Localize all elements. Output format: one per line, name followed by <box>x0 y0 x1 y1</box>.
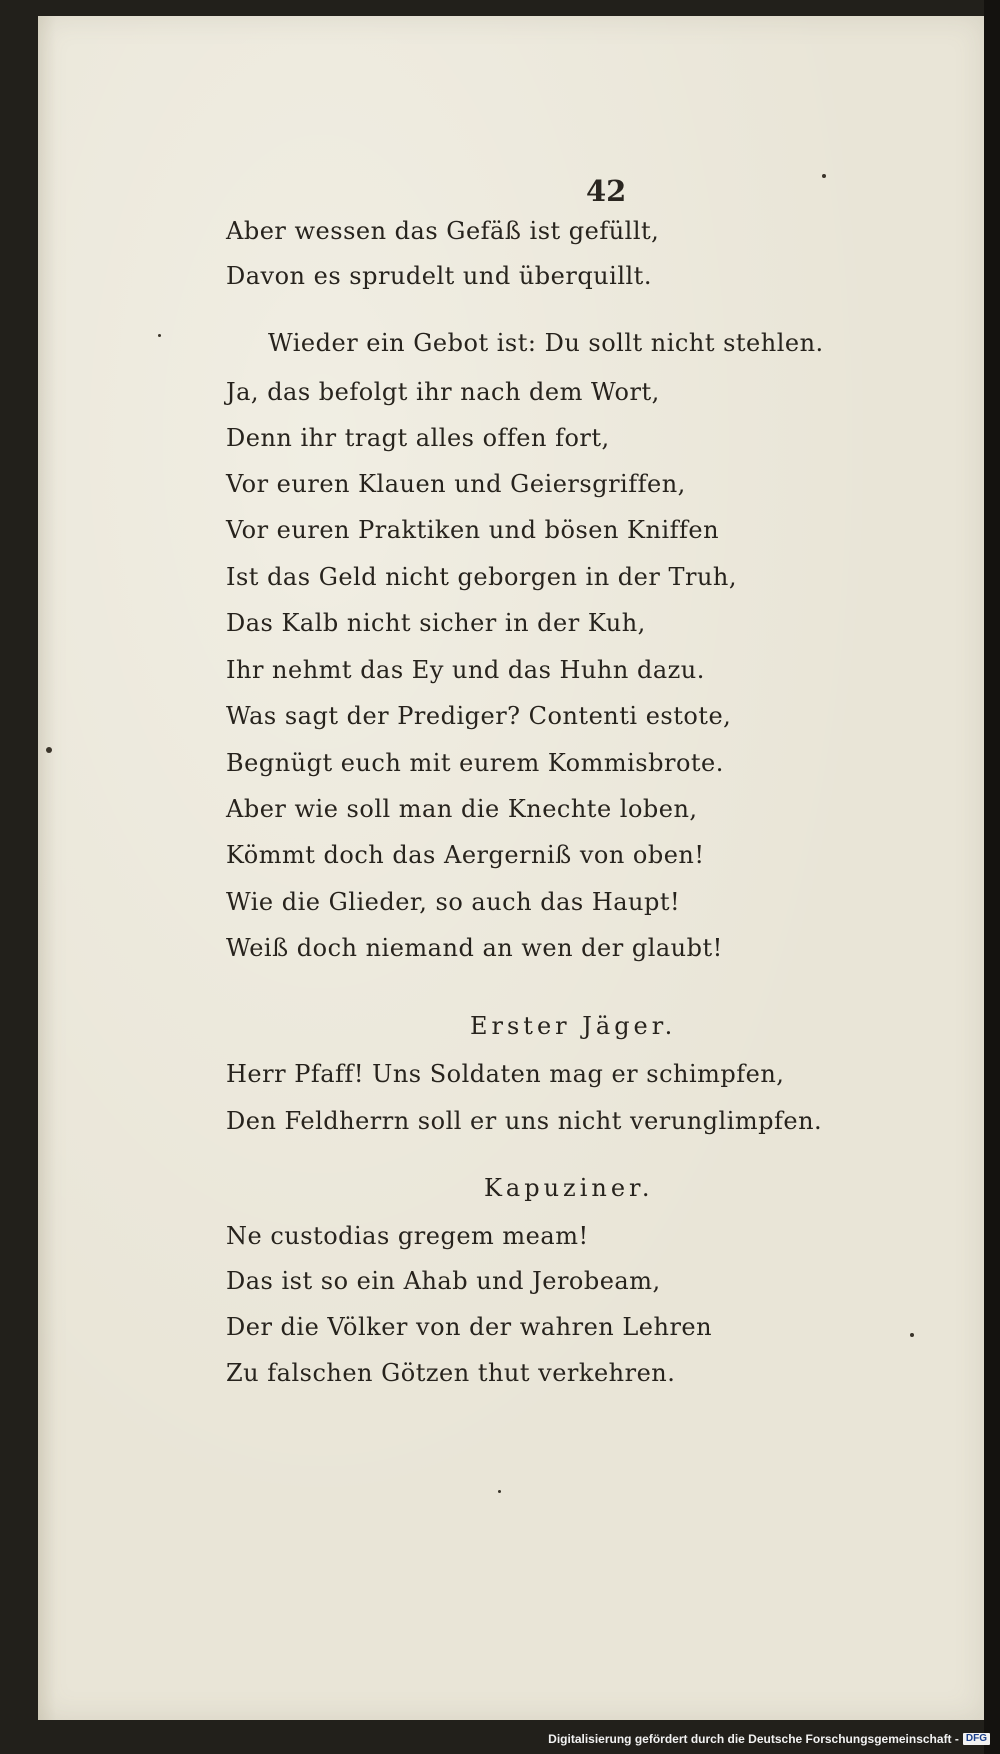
text-line: Denn ihr tragt alles offen fort, <box>226 424 610 452</box>
paper-speck <box>498 1490 501 1493</box>
paper-speck <box>46 747 52 753</box>
credit-text: Digitalisierung gefördert durch die Deutsche Forschungsgemeinschaft - <box>548 1732 959 1746</box>
speaker-name: Kapuziner. <box>484 1174 654 1202</box>
dfg-logo: DFG <box>963 1733 990 1745</box>
text-line: Wieder ein Gebot ist: Du sollt nicht stehlen. <box>268 329 824 357</box>
text-line: Aber wie soll man die Knechte loben, <box>226 795 698 823</box>
text-line: Ja, das befolgt ihr nach dem Wort, <box>226 378 660 406</box>
text-line: Weiß doch niemand an wen der glaubt! <box>226 934 723 962</box>
paper-speck <box>822 174 826 178</box>
text-line: Vor euren Praktiken und bösen Kniffen <box>226 516 720 544</box>
text-line: Begnügt euch mit eurem Kommisbrote. <box>226 749 724 777</box>
text-line: Zu falschen Götzen thut verkehren. <box>226 1359 676 1387</box>
text-line: Das ist so ein Ahab und Jerobeam, <box>226 1267 661 1295</box>
paper-speck <box>158 334 161 337</box>
text-line: Ne custodias gregem meam! <box>226 1222 589 1250</box>
text-line: Der die Völker von der wahren Lehren <box>226 1313 713 1341</box>
text-line: Das Kalb nicht sicher in der Kuh, <box>226 609 646 637</box>
text-line: Kömmt doch das Aergerniß von oben! <box>226 841 705 869</box>
page-number: 42 <box>586 174 627 208</box>
digitization-credit <box>548 1732 990 1746</box>
text-line: Ihr nehmt das Ey und das Huhn dazu. <box>226 656 705 684</box>
speaker-name: Erster Jäger. <box>470 1012 677 1040</box>
text-line: Davon es sprudelt und überquillt. <box>226 262 652 290</box>
text-line: Wie die Glieder, so auch das Haupt! <box>226 888 681 916</box>
text-line: Den Feldherrn soll er uns nicht verunglimpfen. <box>226 1107 823 1135</box>
paper-speck <box>910 1333 914 1337</box>
text-line: Herr Pfaff! Uns Soldaten mag er schimpfen, <box>226 1060 785 1088</box>
text-line: Ist das Geld nicht geborgen in der Truh, <box>226 563 737 591</box>
text-line: Was sagt der Prediger? Contenti estote, <box>226 702 732 730</box>
text-line: Vor euren Klauen und Geiersgriffen, <box>226 470 686 498</box>
text-line: Aber wessen das Gefäß ist gefüllt, <box>226 217 660 245</box>
book-page <box>38 16 984 1720</box>
book-edge <box>984 0 1000 1754</box>
